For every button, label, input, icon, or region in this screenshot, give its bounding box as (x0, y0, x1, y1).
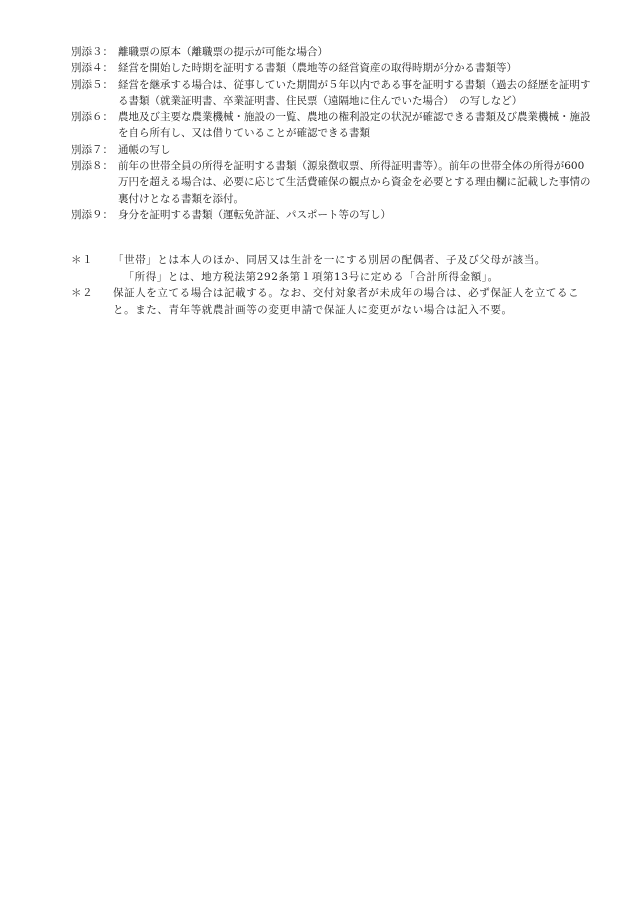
attachment-description: 離職票の原本（離職票の提示が可能な場合） (118, 46, 328, 58)
footnote-marker: ＊１ (71, 254, 94, 266)
footnote-paragraph: 「世帯」とは本人のほか、同居又は生計を一にする別居の配偶者、子及び父母が該当。 (113, 254, 546, 266)
footnote-paragraph: 保証人を立てる場合は記載する。なお、交付対象者が未成年の場合は、必ず保証人を立てること。また、青年等就農計画等の変更申請で保証人に変更がない場合は記入不要。 (113, 287, 580, 316)
attachment-label: 別添４： (71, 62, 113, 75)
attachment-label: 別添７： (71, 143, 113, 156)
attachment-item-8 (71, 158, 591, 207)
footnote-marker: ＊２ (71, 287, 94, 299)
footnote-list (71, 252, 586, 318)
attachment-description: 身分を証明する書類（運転免許証、パスポート等の写し） (118, 208, 391, 221)
attachment-label: 別添３： (71, 46, 113, 58)
attachment-item-7 (71, 142, 591, 158)
attachment-description: 通帳の写し (118, 143, 171, 156)
attachment-item-4 (71, 60, 591, 76)
attachment-label: 別添５： (71, 78, 113, 91)
attachment-description: 前年の世帯全員の所得を証明する書類（源泉徴収票、所得証明書等）。前年の世帯全体の所得が600万円を超える場合は、必要に応じて生活費確保の観点から資金を必要とする理由欄に記載した事情の裏付けとなる書類を添付。 (118, 160, 591, 205)
attachment-label: 別添８： (71, 160, 113, 173)
attachment-item-6 (71, 109, 591, 142)
footnote-1 (71, 252, 586, 285)
footnote-body (113, 252, 586, 285)
footnote-body (113, 285, 586, 318)
footnote-paragraph: 「所得」とは、地方税法第292条第１項第13号に定める「合計所得金額」。 (123, 270, 499, 283)
attachment-item-9 (71, 207, 591, 223)
attachment-list (71, 44, 591, 223)
footnote-2 (71, 285, 586, 318)
attachment-label: 別添６： (71, 111, 113, 124)
attachment-description: 農地及び主要な農業機械・施設の一覧、農地の権利設定の状況が確認できる書類及び農業機械・施設を自ら所有し、又は借りていることが確認できる書類 (118, 111, 591, 140)
attachment-item-3 (71, 44, 591, 60)
attachment-label: 別添９： (71, 208, 113, 221)
attachment-item-5 (71, 77, 591, 110)
attachment-description: 経営を開始した時期を証明する書類（農地等の経営資産の取得時期が分かる書類等） (118, 62, 517, 75)
attachment-description: 経営を継承する場合は、従事していた期間が５年以内である事を証明する書類（過去の経歴を証明する書類（就業証明書、卒業証明書、住民票（遠隔地に住んでいた場合） の写しなど） (118, 78, 591, 107)
